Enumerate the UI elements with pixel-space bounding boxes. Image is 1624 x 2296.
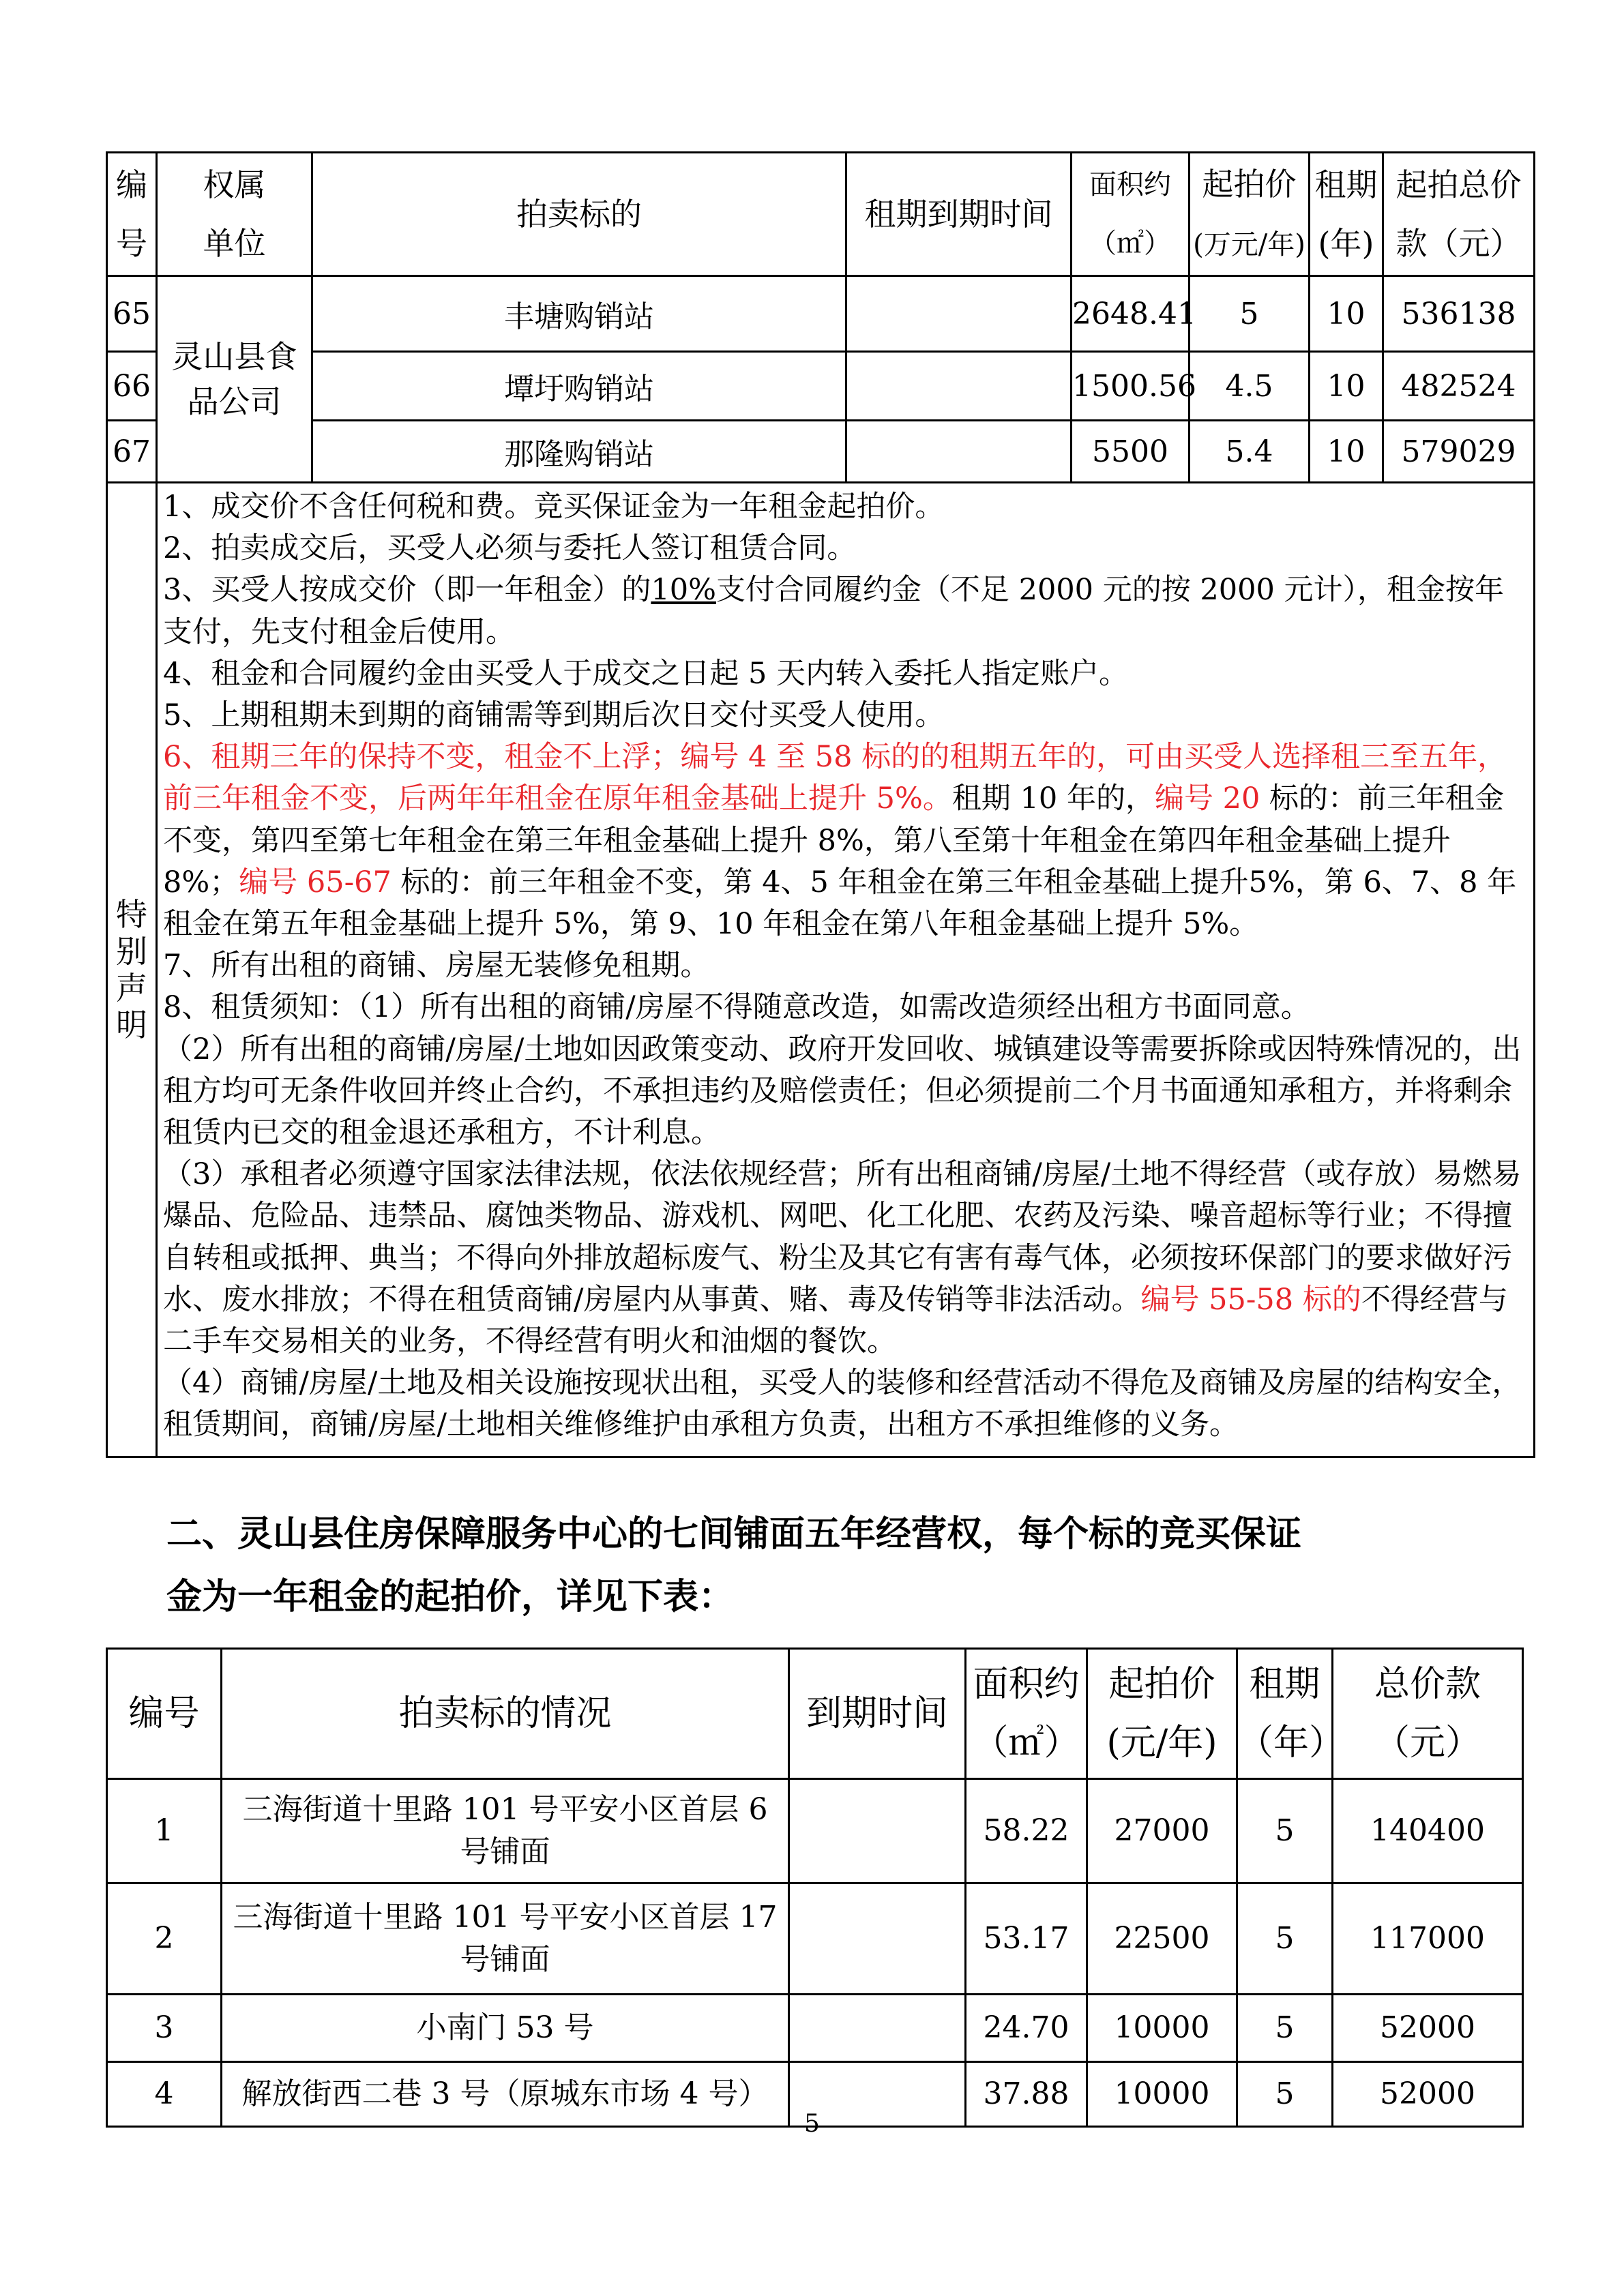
cell-term: 10 <box>1310 421 1383 483</box>
header-no: 编号 <box>107 1649 222 1779</box>
cell-no: 4 <box>107 2062 222 2127</box>
cell-item: 小南门 53 号 <box>222 1995 789 2062</box>
table-header-row <box>107 1649 1523 1779</box>
section-2-title: 二、灵山县住房保障服务中心的七间铺面五年经营权，每个标的竞买保证 <box>166 1513 1302 1555</box>
section-2-title-cont: 金为一年租金的起拍价，详见下表： <box>166 1576 735 1617</box>
note-6: 6、租期三年的保持不变，租金不上浮；编号 4 至 58 标的的租期五年的，可由买受人选择租三至五年，前三年租金不变，后两年年租金在原年租金基础上提升 5%。租期 10 年的，编号 20 标的：前三年租金不变，第四至第七年租金在第三年租金基础上提升 8%，第八至第十年租金在第四年租金基础上提升 8%；编号 65-67 标的：前三年租金不变，第 4、5 年租金在第三年租金基础上提升5%，第 6、7、8 年租金在第五年租金基础上提升 5%，第 9、10 年租金在第八年租金基础上提升 5%。 <box>163 740 1517 942</box>
header-price: 起拍价 (元/年) <box>1087 1649 1237 1779</box>
auction-table-housing-center <box>106 1648 1524 2128</box>
cell-item: 三海街道十里路 101 号平安小区首层 17 号铺面 <box>222 1883 789 1995</box>
header-term: 租期 (年) <box>1310 153 1383 276</box>
cell-item: 墰圩购销站 <box>312 352 846 421</box>
cell-term: 5 <box>1237 1883 1333 1995</box>
cell-no: 66 <box>107 352 157 421</box>
cell-price: 22500 <box>1087 1883 1237 1995</box>
note-4: 4、租金和合同履约金由买受人于成交之日起 5 天内转入委托人指定账户。 <box>163 656 1129 691</box>
header-owner: 权属 单位 <box>157 153 312 276</box>
cell-price: 4.5 <box>1190 352 1310 421</box>
cell-term: 10 <box>1310 352 1383 421</box>
cell-total: 52000 <box>1333 2062 1523 2127</box>
cell-no: 2 <box>107 1883 222 1995</box>
cell-expiry <box>789 1995 966 2062</box>
cell-price: 10000 <box>1087 2062 1237 2127</box>
cell-item: 那隆购销站 <box>312 421 846 483</box>
auction-table-food-company <box>106 151 1535 1458</box>
header-total: 总价款 （元） <box>1333 1649 1523 1779</box>
cell-total: 52000 <box>1333 1995 1523 2062</box>
cell-expiry <box>846 276 1072 352</box>
table-row <box>107 1883 1523 1995</box>
header-expiry: 租期到期时间 <box>846 153 1072 276</box>
special-notes-text <box>157 483 1535 1457</box>
note-3: 3、买受人按成交价（即一年租金）的10%支付合同履约金（不足 2000 元的按 2000 元计），租金按年支付，先支付租金后使用。 <box>163 573 1504 649</box>
table-header-row <box>107 153 1535 276</box>
cell-total: 536138 <box>1383 276 1535 352</box>
note-8: 8、租赁须知：（1）所有出租的商铺/房屋不得随意改造，如需改造须经出租方书面同意。 <box>163 990 1310 1025</box>
header-expiry: 到期时间 <box>789 1649 966 1779</box>
table-row <box>107 421 1535 483</box>
cell-term: 5 <box>1237 2062 1333 2127</box>
cell-total: 117000 <box>1333 1883 1523 1995</box>
cell-area: 24.70 <box>966 1995 1087 2062</box>
cell-term: 5 <box>1237 1779 1333 1883</box>
note-1: 1、成交价不含任何税和费。竞买保证金为一年租金起拍价。 <box>163 490 945 524</box>
note-7: 7、所有出租的商铺、房屋无装修免租期。 <box>163 949 710 983</box>
cell-area: 1500.56 <box>1072 352 1190 421</box>
table-row <box>107 276 1535 352</box>
cell-no: 67 <box>107 421 157 483</box>
cell-area: 37.88 <box>966 2062 1087 2127</box>
header-area: 面积约 （㎡） <box>1072 153 1190 276</box>
cell-no: 1 <box>107 1779 222 1883</box>
cell-expiry <box>846 421 1072 483</box>
cell-expiry <box>846 352 1072 421</box>
cell-item: 丰塘购销站 <box>312 276 846 352</box>
page-number: 5 <box>804 2110 820 2138</box>
cell-area: 58.22 <box>966 1779 1087 1883</box>
special-notes-row <box>107 483 1535 1457</box>
cell-price: 27000 <box>1087 1779 1237 1883</box>
table-row <box>107 1779 1523 1883</box>
cell-price: 5 <box>1190 276 1310 352</box>
note-2: 2、拍卖成交后，买受人必须与委托人签订租赁合同。 <box>163 531 857 566</box>
cell-area: 2648.41 <box>1072 276 1190 352</box>
header-total: 起拍总价 款（元） <box>1383 153 1535 276</box>
note-5: 5、上期租期未到期的商铺需等到期后次日交付买受人使用。 <box>163 698 945 733</box>
cell-term: 5 <box>1237 1995 1333 2062</box>
cell-price: 10000 <box>1087 1995 1237 2062</box>
cell-total: 482524 <box>1383 352 1535 421</box>
note-8-2: （2）所有出租的商铺/房屋/土地如因政策变动、政府开发回收、城镇建设等需要拆除或因特殊情况的，出租方均可无条件收回并终止合约，不承担违约及赔偿责任；但必须提前二个月书面通知承租方，并将剩余租赁内已交的租金退还承租方，不计利息。 <box>163 1032 1522 1150</box>
cell-total: 140400 <box>1333 1779 1523 1883</box>
cell-area: 53.17 <box>966 1883 1087 1995</box>
header-start-price: 起拍价 (万元/年) <box>1190 153 1310 276</box>
header-area: 面积约 （㎡） <box>966 1649 1087 1779</box>
cell-item: 解放街西二巷 3 号（原城东市场 4 号） <box>222 2062 789 2127</box>
cell-owner-unit: 灵山县食 品公司 <box>157 276 312 483</box>
special-notes-label: 特 别 声 明 <box>107 483 157 1457</box>
cell-no: 3 <box>107 1995 222 2062</box>
header-item: 拍卖标的 <box>312 153 846 276</box>
cell-expiry <box>789 1779 966 1883</box>
header-no: 编 号 <box>107 153 157 276</box>
header-item: 拍卖标的情况 <box>222 1649 789 1779</box>
cell-no: 65 <box>107 276 157 352</box>
cell-expiry <box>789 1883 966 1995</box>
cell-term: 10 <box>1310 276 1383 352</box>
cell-total: 579029 <box>1383 421 1535 483</box>
cell-area: 5500 <box>1072 421 1190 483</box>
cell-item: 三海街道十里路 101 号平安小区首层 6 号铺面 <box>222 1779 789 1883</box>
note-8-4: （4）商铺/房屋/土地及相关设施按现状出租，买受人的装修和经营活动不得危及商铺及房屋的结构安全，租赁期间，商铺/房屋/土地相关维修维护由承租方负责，出租方不承担维修的义务。 <box>163 1366 1522 1442</box>
header-term: 租期 （年） <box>1237 1649 1333 1779</box>
table-row <box>107 352 1535 421</box>
table-row <box>107 1995 1523 2062</box>
note-8-3: （3）承租者必须遵守国家法律法规，依法依规经营；所有出租商铺/房屋/土地不得经营（或存放）易燃易爆品、危险品、违禁品、腐蚀类物品、游戏机、网吧、化工化肥、农药及污染、噪音超标等行业；不得擅自转租或抵押、典当；不得向外排放超标废气、粉尘及其它有害有毒气体，必须按环保部门的要求做好污水、废水排放；不得在租赁商铺/房屋内从事黄、赌、毒及传销等非法活动。编号 55-58 标的不得经营与二手车交易相关的业务，不得经营有明火和油烟的餐饮。 <box>163 1157 1522 1359</box>
cell-price: 5.4 <box>1190 421 1310 483</box>
